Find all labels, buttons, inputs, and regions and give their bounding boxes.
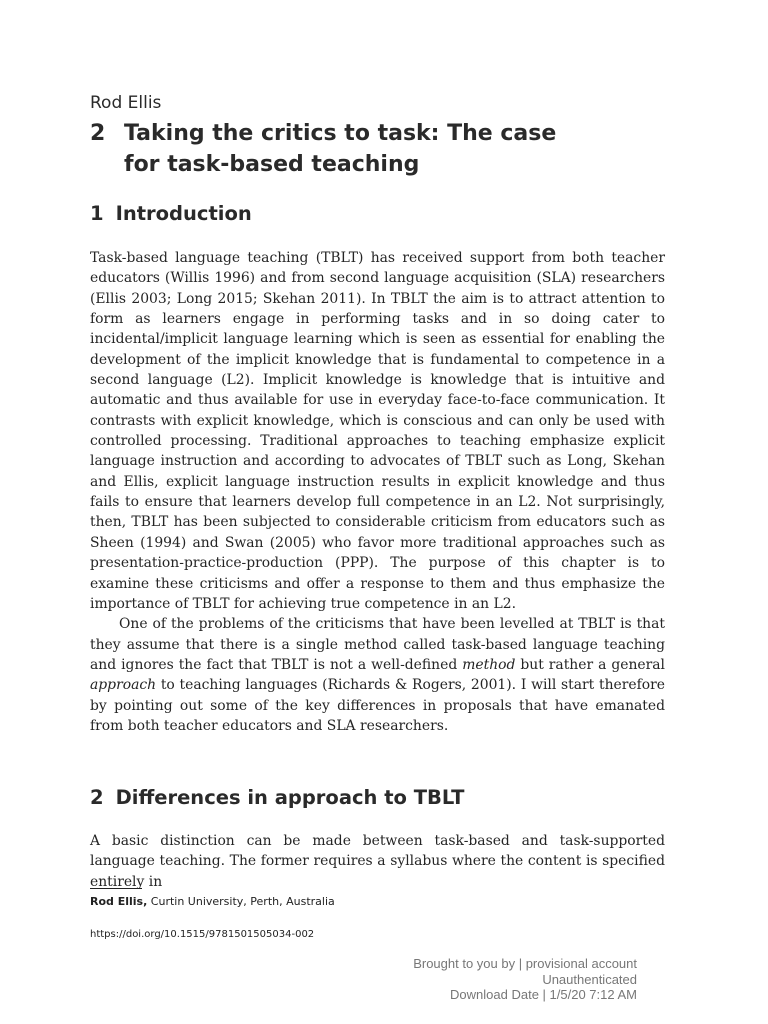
footnote-affiliation: Curtin University, Perth, Australia: [147, 895, 335, 908]
watermark-line-3: Download Date | 1/5/20 7:12 AM: [450, 987, 637, 1002]
paragraph: A basic distinction can be made between task-based and task-supported language teaching. The former requires a syllabus where the content is specified entirely in: [90, 833, 665, 890]
section-2-body: [90, 831, 665, 892]
paragraph: Task-based language teaching (TBLT) has received support from both teacher educators (Willis 1996) and from second language acquisition (SLA) researchers (Ellis 2003; Long 2015; Skehan 2011). In TBLT the aim is to attract attention to form as learners engage in performing tasks and in so doing cater to incidental/implicit language learning which is seen as essential for enabling the development of the implicit knowledge that is fundamental to competence in a second language (L2). Implicit knowledge is knowledge that is intuitive and automatic and thus available for use in everyday face-to-face communication. It contrasts with explicit knowledge, which is conscious and can only be used with controlled processing. Traditional approaches to teaching emphasize explicit language instruction and according to advocates of TBLT such as Long, Skehan and Ellis, explicit language instruction results in explicit knowledge and thus fails to ensure that learners develop full competence in an L2. Not surprisingly, then, TBLT has been subjected to considerable criticism from educators such as Sheen (1994) and Swan (2005) who favor more traditional approaches such as presentation-practice-production (PPP). The purpose of this chapter is to examine these criticisms and offer a response to them and thus emphasize the importance of TBLT for achieving true competence in an L2.: [90, 250, 665, 612]
section-title: Introduction: [115, 202, 252, 225]
doi-link[interactable]: https://doi.org/10.1515/9781501505034-002: [90, 929, 315, 940]
chapter-author: Rod Ellis: [90, 93, 162, 113]
section-number: 2: [90, 786, 104, 809]
text-run: but rather a general: [515, 656, 665, 673]
emphasis-approach: approach: [90, 677, 157, 694]
text-run: to teaching languages (Richards & Rogers, 2001). I will start therefore by pointing out some of the key differences in proposals that have emanated from both teacher educators and SLA researchers.: [90, 677, 665, 734]
footnote-author: Rod Ellis,: [90, 895, 148, 908]
section-heading-introduction: [90, 202, 252, 225]
section-title: Differences in approach to TBLT: [115, 786, 465, 809]
chapter-number: 2: [90, 121, 106, 146]
access-watermark: [413, 956, 637, 1003]
introduction-body: [90, 248, 665, 736]
chapter-title-line-1: Taking the critics to task: The case: [124, 121, 557, 146]
emphasis-method: method: [462, 656, 516, 673]
paragraph: [90, 614, 665, 736]
text-run: One of the problems of the criticisms that have been levelled at TBLT is that they assume that there is a single method called task-based language teaching and ignores the fact that TBLT is not a well-defined: [90, 616, 665, 673]
section-number: 1: [90, 202, 104, 225]
footnote-divider: [90, 888, 142, 889]
chapter-title-line-2: for task-based teaching: [124, 152, 420, 177]
section-heading-differences: [90, 786, 464, 809]
author-affiliation: [90, 895, 335, 908]
chapter-title: [90, 118, 665, 180]
watermark-line-1: Brought to you by | provisional account: [413, 956, 637, 971]
watermark-line-2: Unauthenticated: [542, 971, 637, 987]
